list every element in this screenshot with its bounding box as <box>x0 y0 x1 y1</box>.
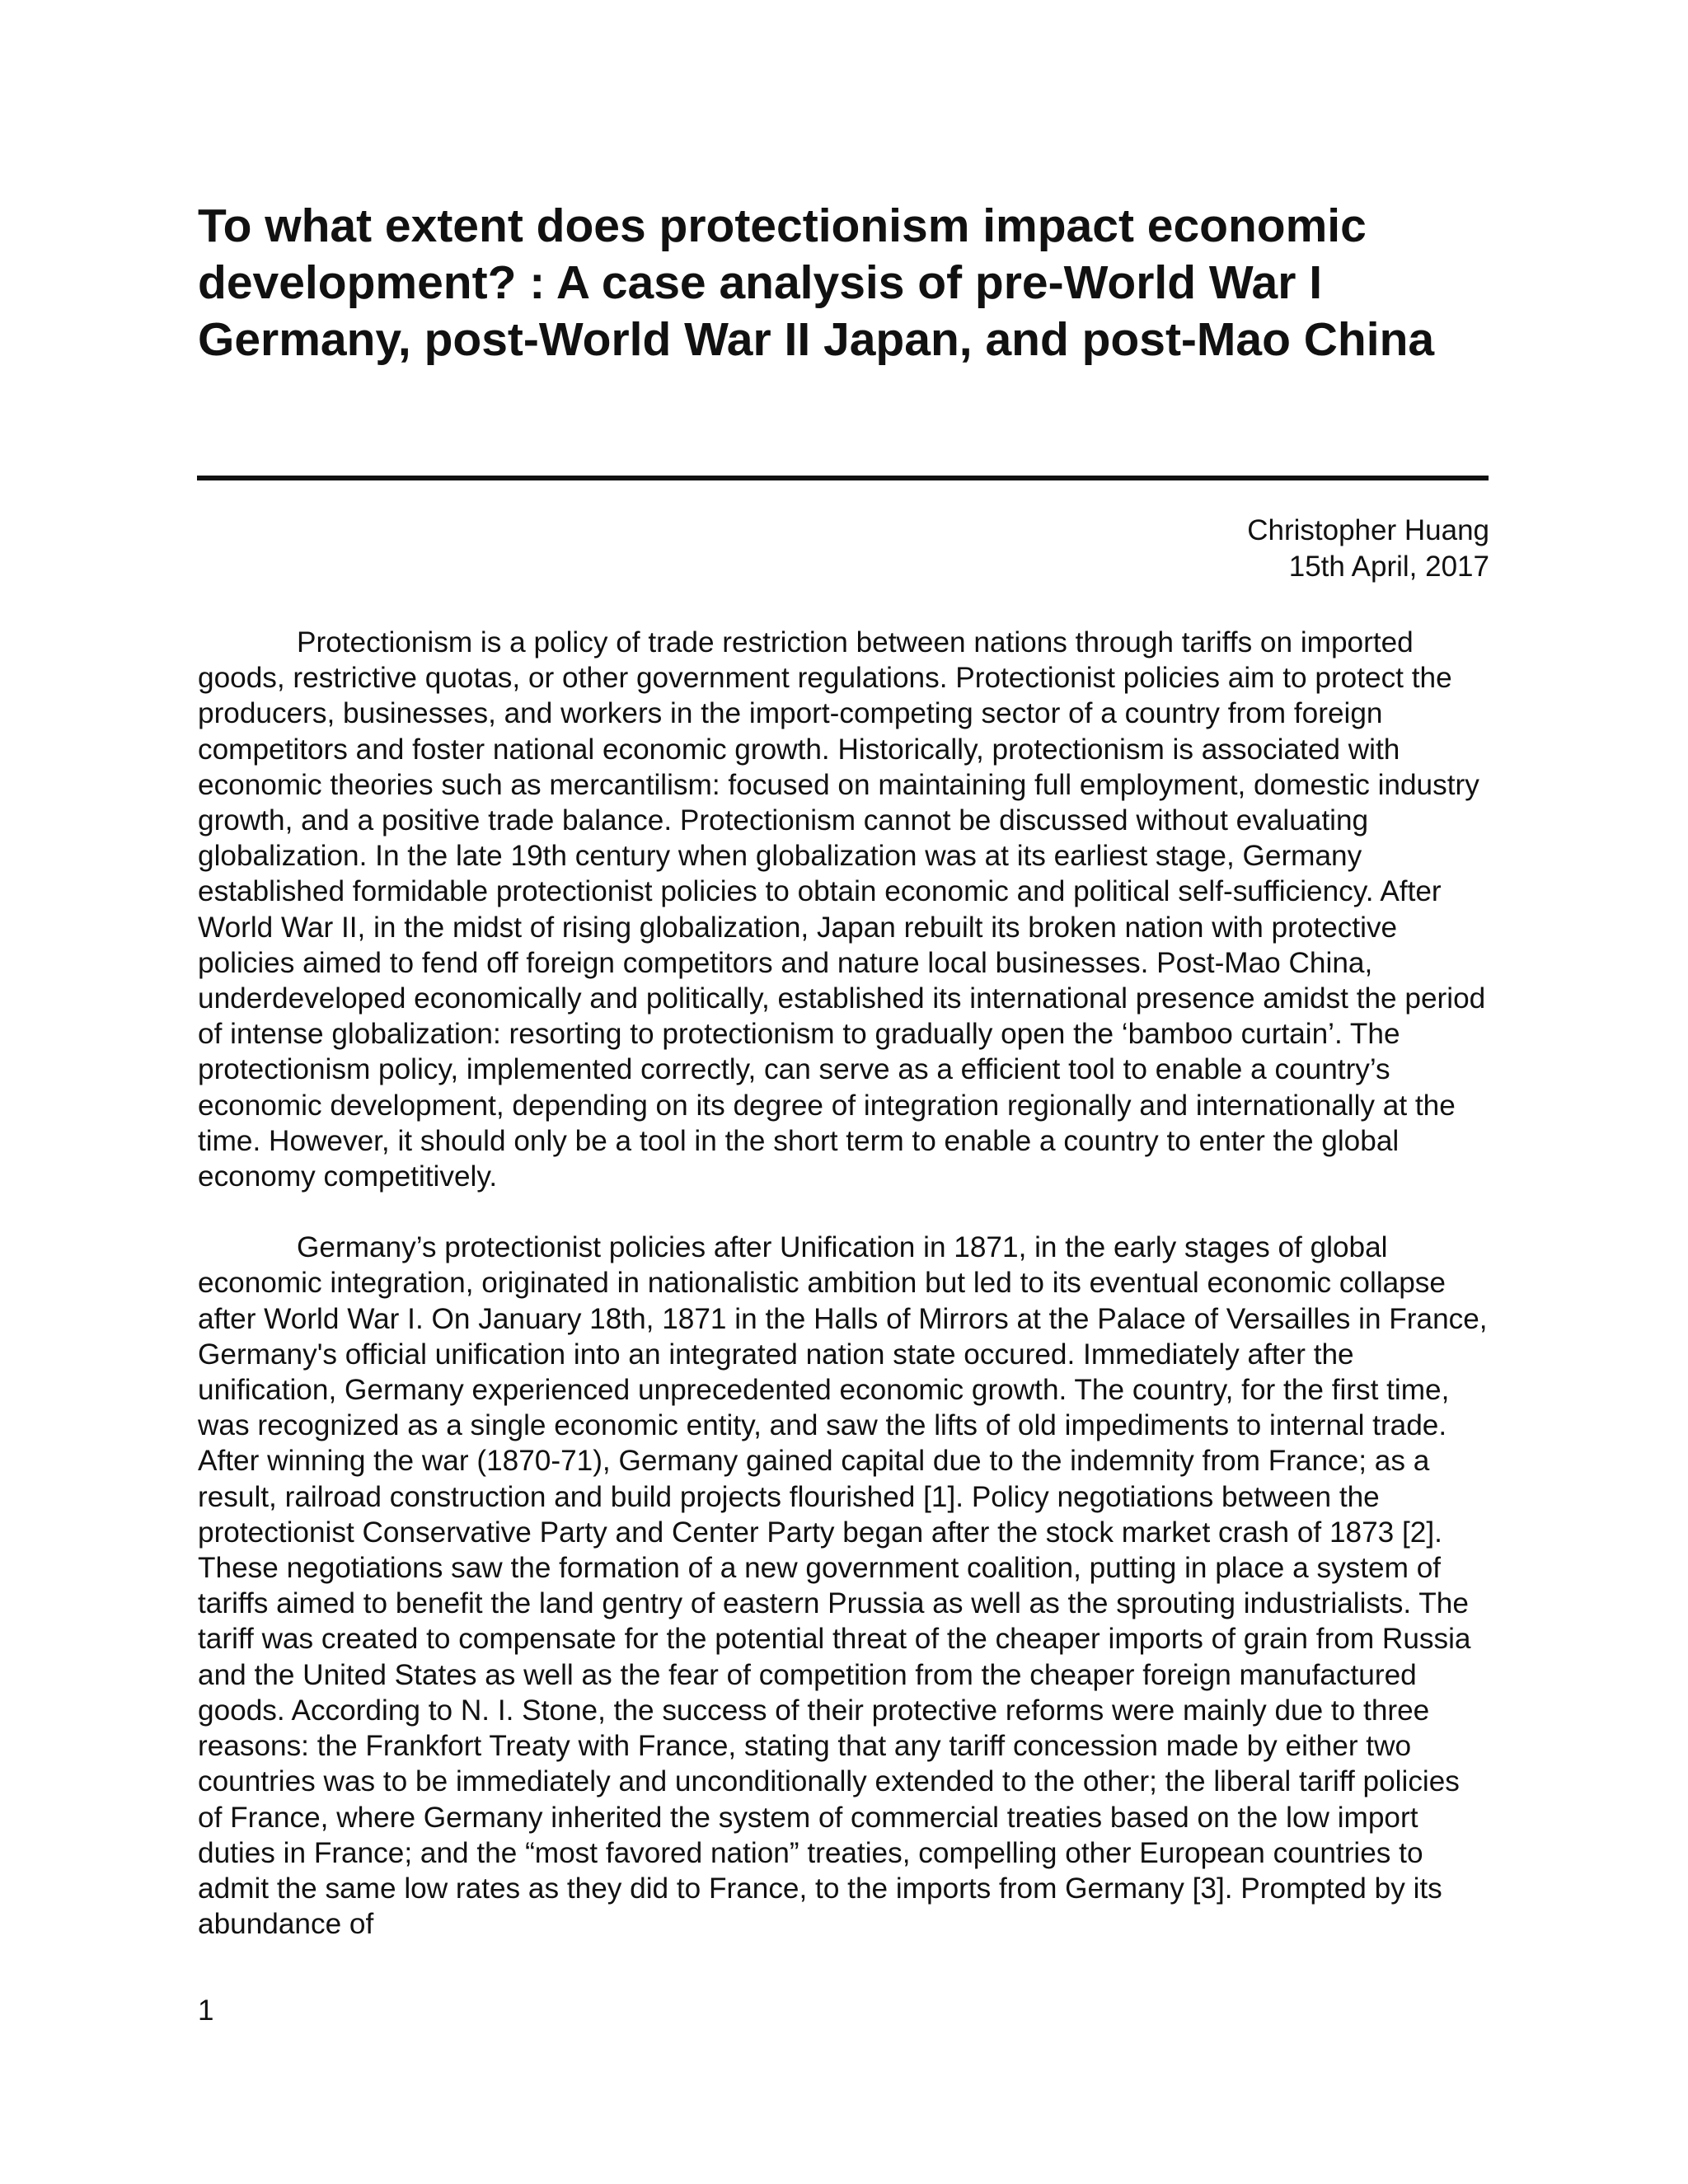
title-divider <box>197 476 1489 480</box>
body-paragraph-2: Germany’s protectionist policies after Unification in 1871, in the early stages of global economic integration, originated in nationalistic ambition but led to its eventual economic collapse after World War I. On January 18th, 1871 in the Halls of Mirrors at the Palace of Versailles in France, Germany's official unification into an integrated nation state occured. Immediately after the unification, Germany experienced unprecedented economic growth. The country, for the first time, was recognized as a single economic entity, and saw the lifts of old impediments to internal trade. After winning the war (1870-71), Germany gained capital due to the indemnity from France; as a result, railroad construction and build projects flourished [1]. Policy negotiations between the protectionist Conservative Party and Center Party began after the stock market crash of 1873 [2]. These negotiations saw the formation of a new government coalition, putting in place a system of tariffs aimed to benefit the land gentry of eastern Prussia as well as the sprouting industrialists. The tariff was created to compensate for the potential threat of the cheaper imports of grain from Russia and the United States as well as the fear of competition from the cheaper foreign manufactured goods. According to N. I. Stone, the success of their protective reforms were mainly due to three reasons: the Frankfort Treaty with France, stating that any tariff concession made by either two countries was to be immediately and unconditionally extended to the other; the liberal tariff policies of France, where Germany inherited the system of commercial treaties based on the low import duties in France; and the “most favored nation” treaties, compelling other European countries to admit the same low rates as they did to France, to the imports from Germany [3]. Prompted by its abundance of <box>198 1231 1488 1941</box>
page-number: 1 <box>198 1994 214 2027</box>
document-title: To what extent does protectionism impact economic development? : A case analysis of pre-World War I Germany, post-World War II Japan, and post-Mao China <box>198 199 1435 366</box>
publication-date: 15th April, 2017 <box>1288 551 1489 583</box>
author-name: Christopher Huang <box>1247 514 1489 546</box>
body-text <box>198 625 1490 1977</box>
body-paragraph-1: Protectionism is a policy of trade restriction between nations through tariffs on imported goods, restrictive quotas, or other government regulations. Protectionist policies aim to protect the producers, businesses, and workers in the import-competing sector of a country from foreign competitors and foster national economic growth. Historically, protectionism is associated with economic theories such as mercantilism: focused on maintaining full employment, domestic industry growth, and a positive trade balance. Protectionism cannot be discussed without evaluating globalization. In the late 19th century when globalization was at its earliest stage, Germany established formidable protectionist policies to obtain economic and political self-sufficiency. After World War II, in the midst of rising globalization, Japan rebuilt its broken nation with protective policies aimed to fend off foreign competitors and nature local businesses. Post-Mao China, underdeveloped economically and politically, established its international presence amidst the period of intense globalization: resorting to protectionism to gradually open the ‘bamboo curtain’. The protectionism policy, implemented correctly, can serve as a efficient tool to enable a country’s economic development, depending on its degree of integration regionally and internationally at the time. However, it should only be a tool in the short term to enable a country to enter the global economy competitively. <box>198 626 1486 1193</box>
byline <box>1247 513 1489 585</box>
